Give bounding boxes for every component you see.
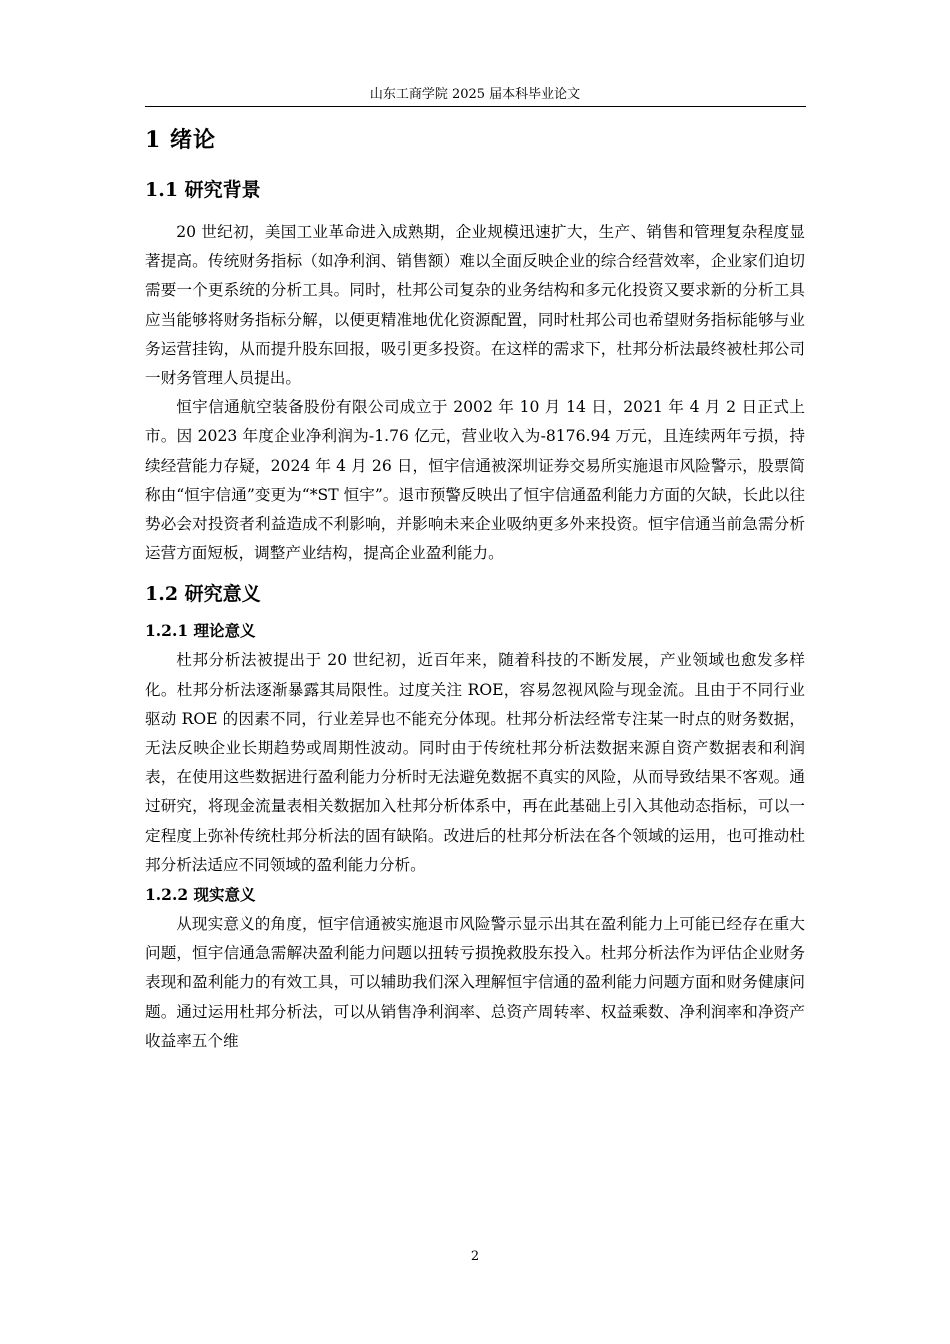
page-body [145, 118, 805, 1056]
section-title-research-significance: 1.2 研究意义 [145, 583, 261, 606]
chapter-title: 1 绪论 [145, 127, 216, 153]
paragraph-background-1: 20 世纪初，美国工业革命进入成熟期，企业规模迅速扩大，生产、销售和管理复杂程度显著提高。传统财务指标（如净利润、销售额）难以全面反映企业的综合经营效率，企业家们迫切需要一个更系统的分析工具。同时，杜邦公司复杂的业务结构和多元化投资又要求新的分析工具应当能够将财务指标分解，以便更精准地优化资源配置，同时杜邦公司也希望财务指标能够与业务运营挂钩，从而提升股东回报，吸引更多投资。在这样的需求下，杜邦分析法最终被杜邦公司一财务管理人员提出。 [145, 223, 805, 388]
paragraph-background-2: 恒宇信通航空装备股份有限公司成立于 2002 年 10 月 14 日，2021 年 4 月 2 日正式上市。因 2023 年度企业净利润为-1.76 亿元，营业收入为-8176.94 万元，且连续两年亏损，持续经营能力存疑，2024 年 4 月 26 日，恒宇信通被深圳证券交易所实施退市风险警示，股票简称由“恒宇信通”变更为“*ST 恒宇”。退市预警反映出了恒宇信通盈利能力方面的欠缺，长此以往势必会对投资者利益造成不利影响，并影响未来企业吸纳更多外来投资。恒宇信通当前急需分析运营方面短板，调整产业结构，提高企业盈利能力。 [145, 398, 805, 563]
page-number: 2 [470, 1249, 480, 1264]
paragraph-theoretical: 杜邦分析法被提出于 20 世纪初，近百年来，随着科技的不断发展，产业领域也愈发多样化。杜邦分析法逐渐暴露其局限性。过度关注 ROE，容易忽视风险与现金流。且由于不同行业驱动 ROE 的因素不同，行业差异也不能充分体现。杜邦分析法经常专注某一时点的财务数据，无法反映企业长期趋势或周期性波动。同时由于传统杜邦分析法数据来源自资产数据表和利润表，在使用这些数据进行盈利能力分析时无法避免数据不真实的风险，从而导致结果不客观。通过研究，将现金流量表相关数据加入杜邦分析体系中，再在此基础上引入其他动态指标，可以一定程度上弥补传统杜邦分析法的固有缺陷。改进后的杜邦分析法在各个领域的运用，也可推动杜邦分析法适应不同领域的盈利能力分析。 [145, 651, 805, 874]
paragraph-practical: 从现实意义的角度，恒宇信通被实施退市风险警示显示出其在盈利能力上可能已经存在重大问题，恒宇信通急需解决盈利能力问题以扭转亏损挽救股东投入。杜邦分析法作为评估企业财务表现和盈利能力的有效工具，可以辅助我们深入理解恒宇信通的盈利能力问题方面和财务健康问题。通过运用杜邦分析法，可以从销售净利润率、总资产周转率、权益乘数、净利润率和净资产收益率五个维 [145, 915, 805, 1050]
subsection-title-practical: 1.2.2 现实意义 [145, 885, 256, 905]
header-rule [145, 106, 806, 107]
running-header: 山东工商学院 2025 届本科毕业论文 [369, 87, 581, 102]
section-title-research-background: 1.1 研究背景 [145, 179, 261, 201]
subsection-title-theoretical: 1.2.1 理论意义 [145, 621, 256, 641]
